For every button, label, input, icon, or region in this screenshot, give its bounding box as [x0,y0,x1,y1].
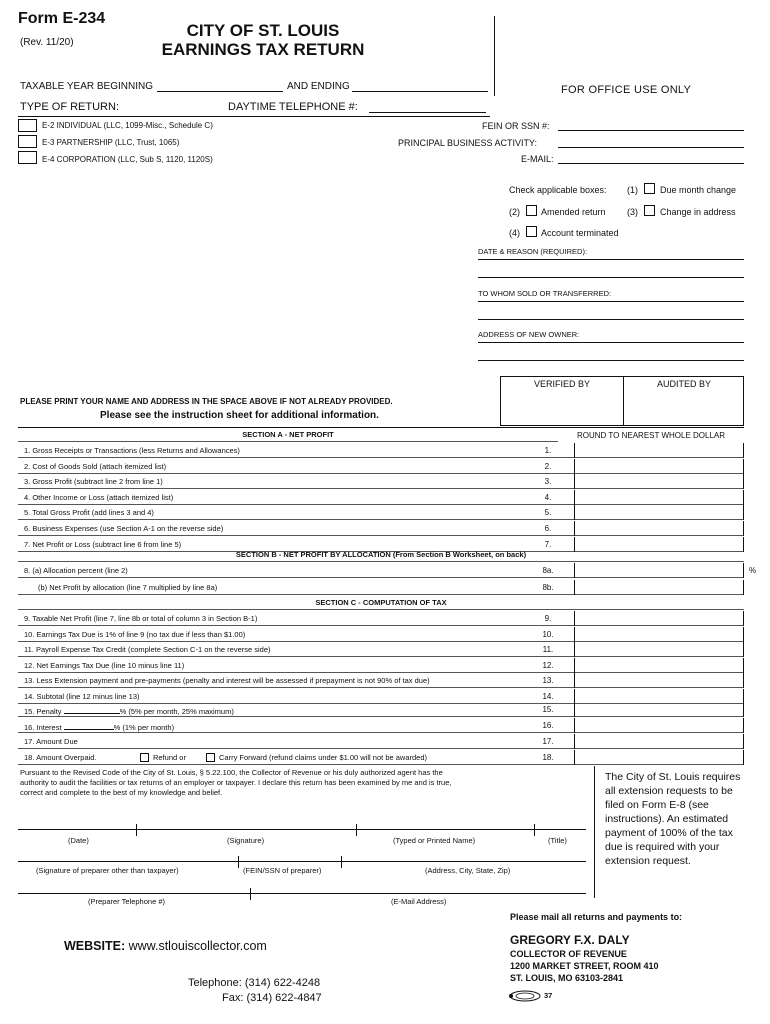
tax-line-number: 14. [542,692,554,701]
e3-partnership-label: E-3 PARTNERSHIP (LLC, Trust, 1065) [42,138,180,147]
tax-line-row [18,658,744,673]
divider [238,856,239,868]
page-title: CITY OF ST. LOUIS EARNINGS TAX RETURN [161,21,365,59]
tax-line-label: 11. Payroll Expense Tax Credit (complete Section C-1 on the reverse side) [24,645,271,655]
net-profit-line-label: 5. Total Gross Profit (add lines 3 and 4) [24,508,154,518]
declaration-text: Pursuant to the Revised Code of the City of St. Louis, § 5.22.100, the Collector of Revenue or his duly authorized agent has the authority to audit the facilities or tax returns of an employer or taxpayer. I declare this return has been examined by me and is true, correct and complete to the best of my knowledge and belief. [20,768,452,797]
line-16-amount[interactable] [574,718,744,733]
amended-return-label: Amended return [541,207,606,217]
website [64,939,267,953]
preparer-contact-line[interactable] [18,893,586,894]
collector-name: GREGORY F.X. DALY [510,933,630,947]
mail-note: Please mail all returns and payments to: [510,912,683,922]
e4-corporation-label: E-4 CORPORATION (LLC, Sub S, 1120, 1120S) [42,155,213,164]
office-use-label: FOR OFFICE USE ONLY [561,84,692,96]
refund-label: Refund or [153,753,186,762]
preparer-phone-label: (Preparer Telephone #) [88,897,165,906]
tax-line-row [18,673,744,688]
business-activity-field[interactable] [558,147,744,148]
print-name-notice: PLEASE PRINT YOUR NAME AND ADDRESS IN THE SPACE ABOVE IF NOT ALREADY PROVIDED. [20,397,393,406]
tax-line-label: 12. Net Earnings Tax Due (line 10 minus line 11) [24,660,185,670]
line-16-number: 16. [542,721,554,730]
fein-label: FEIN OR SSN #: [482,121,550,131]
e4-corporation-checkbox[interactable] [18,151,37,164]
net-profit-line-number: 4. [544,492,552,502]
option-number: (2) [509,207,520,217]
new-owner-field-2[interactable] [478,360,744,361]
date-reason-field-2[interactable] [478,277,744,278]
signature-label: (Signature) [227,836,265,845]
daytime-phone-label: DAYTIME TELEPHONE #: [228,101,358,113]
divider [136,824,137,836]
sold-to-field-2[interactable] [478,319,744,320]
header-divider [494,16,495,96]
website-link[interactable]: www.stlouiscollector.com [128,939,267,953]
section-b-title: SECTION B - NET PROFIT BY ALLOCATION (From Section B Worksheet, on back) [18,550,744,562]
new-owner-label: ADDRESS OF NEW OWNER: [478,330,580,339]
section-c-title: SECTION C - COMPUTATION OF TAX [18,598,744,610]
penalty-percent-field[interactable] [64,705,120,714]
tax-line-number: 11. [542,645,554,655]
daytime-phone-field[interactable] [369,112,486,113]
carry-forward-checkbox[interactable] [206,753,215,762]
tax-line-amount[interactable] [574,673,744,688]
e2-individual-label: E-2 INDIVIDUAL (LLC, 1099-Misc., Schedule C) [42,121,213,130]
line-8a-amount[interactable] [574,563,744,578]
net-profit-line-label: 3. Gross Profit (subtract line 2 from line 1) [24,477,163,487]
net-profit-line-label: 6. Business Expenses (use Section A-1 on the reverse side) [24,524,224,533]
signature-line[interactable] [18,829,586,830]
taxable-year-beginning-label: TAXABLE YEAR BEGINNING [20,81,154,92]
office-verification-box [500,376,744,426]
net-profit-line-number: 5. [544,508,552,518]
net-profit-line-amount[interactable] [574,474,744,489]
net-profit-line-number: 3. [544,477,552,487]
tax-line-amount[interactable] [574,611,744,626]
line-8b-label: (b) Net Profit by allocation (line 7 multiplied by line 8a) [38,583,218,592]
refund-checkbox[interactable] [140,753,149,762]
line-18-amount[interactable] [574,750,744,765]
tax-line-row [18,627,744,642]
collector-address: COLLECTOR OF REVENUE 1200 MARKET STREET, ROOM 410 ST. LOUIS, MO 63103-2841 [510,949,659,983]
tax-line-row [18,611,744,626]
change-address-label: Change in address [660,207,736,217]
date-reason-label: DATE & REASON (REQUIRED): [478,247,588,256]
interest-percent-field[interactable] [64,721,114,730]
divider [534,824,535,836]
taxable-year-ending-label: AND ENDING [287,81,350,92]
line-15-amount[interactable] [574,702,744,717]
instructions-notice: Please see the instruction sheet for additional information. [100,410,379,421]
e3-partnership-checkbox[interactable] [18,135,37,148]
net-profit-line-number: 7. [544,539,552,549]
line-8a-number: 8a. [542,566,554,575]
line-17-number: 17. [542,737,554,746]
line-18-row [18,750,744,765]
email-label: E-MAIL: [521,154,554,164]
type-of-return-label: TYPE OF RETURN: [20,101,120,113]
email-field[interactable] [558,163,744,164]
line-8a-row [18,563,757,578]
preparer-signature-line[interactable] [18,861,586,862]
amended-return-checkbox[interactable] [526,205,537,216]
net-profit-line-amount[interactable] [574,490,744,505]
option-number: (3) [627,207,638,217]
line-18-number: 18. [542,753,554,762]
line-16-label: 16. Interest % (1% per month) [24,723,175,732]
line-8b-row [18,580,744,595]
net-profit-line-row [18,521,744,536]
line-8a-label: 8. (a) Allocation percent (line 2) [24,566,128,575]
preparer-fein-label: (FEIN/SSN of preparer) [243,866,322,875]
due-month-change-label: Due month change [660,185,737,195]
new-owner-field[interactable] [478,342,744,343]
tax-line-label: 10. Earnings Tax Due is 1% of line 9 (no tax due if less than $1.00) [24,629,246,639]
line-17-label: 17. Amount Due [24,737,78,746]
net-profit-line-amount[interactable] [574,443,744,458]
line-15-label: 15. Penalty % (5% per month, 25% maximum) [24,707,234,716]
tax-line-amount[interactable] [574,642,744,657]
audited-by-label: AUDITED BY [656,379,711,389]
tax-line-label: 14. Subtotal (line 12 minus line 13) [24,692,140,701]
tax-line-number: 9. [544,614,552,623]
verified-by-label: VERIFIED BY [533,379,590,389]
union-bug-icon [508,989,542,1007]
sold-to-field[interactable] [478,301,744,302]
sold-to-label: TO WHOM SOLD OR TRANSFERRED: [478,289,612,298]
net-profit-line-row [18,459,744,474]
net-profit-line-row [18,505,744,520]
option-number: (1) [627,185,638,195]
line-17-row [18,734,744,749]
line-8b-number: 8b. [542,583,554,592]
account-terminated-label: Account terminated [541,228,619,238]
net-profit-line-number: 6. [544,524,552,533]
net-profit-line-label: 1. Gross Receipts or Transactions (less Returns and Allowances) [24,446,240,455]
divider [356,824,357,836]
website-label: WEBSITE: [64,939,126,953]
line-17-amount[interactable] [574,734,744,749]
net-profit-line-amount[interactable] [574,505,744,520]
account-terminated-checkbox[interactable] [526,226,537,237]
line-15-row [18,702,744,717]
net-profit-line-row [18,490,744,505]
line-8b-amount[interactable] [574,580,744,595]
tax-line-label: 13. Less Extension payment and pre-payments (penalty and interest will be assessed if prepayment is not 90% of tax due) [24,676,430,686]
line-15-number: 15. [542,705,554,714]
net-profit-line-number: 1. [544,446,552,455]
taxable-year-beginning-field[interactable] [157,91,283,92]
tax-line-amount[interactable] [574,627,744,642]
tax-line-label: 9. Taxable Net Profit (line 7, line 8b or total of column 3 in Section B-1) [24,614,258,623]
due-month-change-checkbox[interactable] [644,183,655,194]
net-profit-line-row [18,443,744,458]
net-profit-line-amount[interactable] [574,459,744,474]
typed-name-label: (Typed or Printed Name) [393,836,476,845]
union-number: 37 [544,991,553,1000]
line-18-label: 18. Amount Overpaid. [24,753,97,762]
divider [18,427,744,428]
net-profit-line-amount[interactable] [574,521,744,536]
carry-forward-label: Carry Forward (refund claims under $1.00 will not be awarded) [219,753,428,762]
tax-line-number: 12. [542,660,554,670]
applicable-boxes-label: Check applicable boxes: [509,185,607,195]
net-profit-line-label: 7. Net Profit or Loss (subtract line 6 from line 5) [24,539,182,549]
tax-line-number: 10. [542,629,554,639]
preparer-email-label: (E-Mail Address) [391,897,447,906]
percent-symbol: % [749,566,757,575]
taxable-year-ending-field[interactable] [352,91,488,92]
preparer-signature-label: (Signature of preparer other than taxpayer) [36,866,179,875]
e2-individual-checkbox[interactable] [18,119,37,132]
title-label: (Title) [548,836,567,845]
section-a-title: SECTION A - NET PROFIT [18,430,558,442]
divider [250,888,251,900]
fein-field[interactable] [558,130,744,131]
form-number: Form E-234 [18,10,106,27]
divider [341,856,342,868]
net-profit-line-number: 2. [544,461,552,471]
net-profit-line-label: 2. Cost of Goods Sold (attach itemized list) [24,461,167,471]
extension-note-text: The City of St. Louis requires all extension requests to be filed on Form E-8 (see instructions). An estimated payment of 100% of the tax due is required with your extension request. [605,771,741,867]
tax-line-amount[interactable] [574,658,744,673]
net-profit-line-row [18,474,744,489]
business-activity-label: PRINCIPAL BUSINESS ACTIVITY: [398,138,538,148]
tax-line-row [18,642,744,657]
date-reason-field[interactable] [478,259,744,260]
line-16-row [18,718,744,733]
revision-date: (Rev. 11/20) [20,37,74,48]
telephone: Telephone: (314) 622-4248 [188,977,321,989]
option-number: (4) [509,228,520,238]
preparer-address-label: (Address, City, State, Zip) [425,866,511,875]
divider [18,116,490,117]
net-profit-line-label: 4. Other Income or Loss (attach itemized list) [24,492,174,502]
date-label: (Date) [68,836,89,845]
tax-line-number: 13. [542,676,554,686]
round-note: ROUND TO NEAREST WHOLE DOLLAR [577,431,726,440]
fax: Fax: (314) 622-4847 [222,992,322,1004]
extension-note-box [594,766,744,898]
change-address-checkbox[interactable] [644,205,655,216]
